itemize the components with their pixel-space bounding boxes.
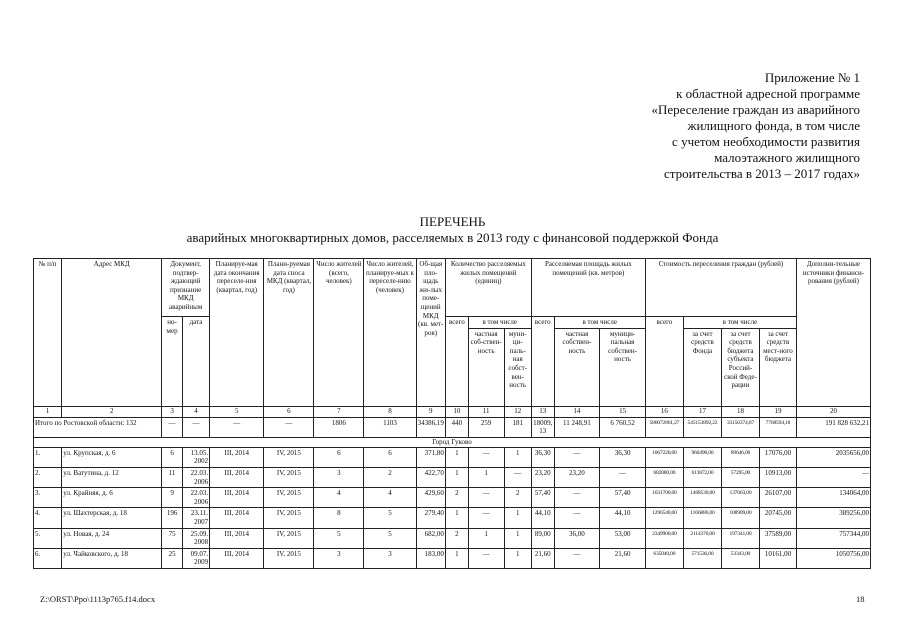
table-cell: — — [554, 447, 600, 467]
table-row — [34, 508, 871, 528]
table-cell: 5 — [314, 528, 364, 548]
table-cell: 36,30 — [531, 447, 554, 467]
table-row — [34, 447, 871, 467]
header-regional: за счет средств бюджета субъекта Россий-ской Феде-рации — [721, 328, 759, 406]
appendix-line: «Переселение граждан из аварийного — [651, 102, 860, 117]
header-fund: за счет средств Фонда — [683, 328, 721, 406]
total-cell: 34386,19 — [416, 417, 445, 437]
table-cell: IV, 2015 — [264, 548, 314, 568]
table-cell: 196 — [162, 508, 183, 528]
table-cell: 75 — [162, 528, 183, 548]
total-cell: 11 248,91 — [554, 417, 600, 437]
header-premises-total: всего — [445, 317, 468, 407]
table-cell: 4 — [314, 488, 364, 508]
header-doc-number: но-мер — [162, 317, 183, 407]
table-cell: 36,30 — [600, 447, 646, 467]
table-cell: 2035656,00 — [796, 447, 870, 467]
footer-page-number: 18 — [856, 594, 865, 604]
appendix-line: строительства в 2013 – 2017 годах» — [663, 166, 860, 181]
table-cell: 22.03. 2006 — [182, 488, 209, 508]
document-heading — [0, 214, 905, 246]
table-cell: — — [468, 548, 504, 568]
table-cell: 4 — [364, 488, 416, 508]
table-cell: 108909,00 — [721, 508, 759, 528]
table-cell: 10161,00 — [759, 548, 796, 568]
table-row — [34, 528, 871, 548]
total-cell: — — [264, 417, 314, 437]
total-label: Итого по Ростовской области: 132 — [34, 417, 162, 437]
table-cell: 5 — [364, 528, 416, 548]
table-cell: 3 — [314, 467, 364, 487]
table-cell: IV, 2015 — [264, 508, 314, 528]
table-cell: 13.05. 2002 — [182, 447, 209, 467]
table-cell: 1 — [468, 528, 504, 548]
city-row — [34, 437, 871, 447]
table-cell: 371,80 — [416, 447, 445, 467]
table-cell: 89646,00 — [721, 447, 759, 467]
table-cell: 6 — [314, 447, 364, 467]
address-cell: ул. Шахтерская, д. 18 — [62, 508, 162, 528]
houses-table — [33, 258, 871, 569]
total-cell: — — [162, 417, 183, 437]
table-cell: 571536,00 — [683, 548, 721, 568]
column-number: 13 — [531, 406, 554, 417]
table-cell: 389256,00 — [796, 508, 870, 528]
header-residents: Число жителей (всего, человек) — [314, 259, 364, 407]
total-cell: 181 — [504, 417, 531, 437]
table-cell: 2114370,00 — [683, 528, 721, 548]
column-number: 16 — [645, 406, 683, 417]
column-number: 8 — [364, 406, 416, 417]
table-cell: 1 — [445, 508, 468, 528]
total-cell: 259 — [468, 417, 504, 437]
table-cell: — — [554, 548, 600, 568]
table-cell: — — [600, 467, 646, 487]
header-municipal-area: муници-пальная собствен-ность — [600, 328, 646, 406]
table-cell: 757344,00 — [796, 528, 870, 548]
table-cell: 134064,00 — [796, 488, 870, 508]
table-cell: 21,60 — [600, 548, 646, 568]
column-number: 18 — [721, 406, 759, 417]
total-cell: 1806 — [314, 417, 364, 437]
table-cell: 6 — [162, 447, 183, 467]
table-cell: 1631700,00 — [645, 488, 683, 508]
table-cell: 183,00 — [416, 548, 445, 568]
table-cell: 11 — [162, 467, 183, 487]
table-cell: 613872,00 — [683, 467, 721, 487]
table-cell: 3. — [34, 488, 62, 508]
header-residents-planned: Число жителей, планируе-мых к переселе-нию (человек) — [364, 259, 416, 407]
table-cell: 3 — [364, 548, 416, 568]
table-cell: III, 2014 — [210, 528, 264, 548]
column-number: 3 — [162, 406, 183, 417]
total-cell: 7768594,18 — [759, 417, 796, 437]
table-cell: 1 — [445, 548, 468, 568]
header-area-of-which: в том числе — [554, 317, 645, 329]
header-area-resettled: Расселяемая площадь жилых помещений (кв. метров) — [531, 259, 645, 317]
total-cell: 191 828 632,21 — [796, 417, 870, 437]
table-cell: 960498,00 — [683, 447, 721, 467]
header-area-total: всего — [531, 317, 554, 407]
table-cell: 57,40 — [531, 488, 554, 508]
appendix-line: к областной адресной программе — [676, 86, 860, 101]
table-cell: 10913,00 — [759, 467, 796, 487]
total-cell: 18009,13 — [531, 417, 554, 437]
table-cell: 17076,00 — [759, 447, 796, 467]
table-cell: IV, 2015 — [264, 447, 314, 467]
table-cell: 20745,00 — [759, 508, 796, 528]
header-municipal: муни-ци-паль-ная собст-вен-ность — [504, 328, 531, 406]
table-cell: 1 — [445, 447, 468, 467]
table-cell: 23,20 — [531, 467, 554, 487]
table-cell: IV, 2015 — [264, 467, 314, 487]
total-cell: 545153892,22 — [683, 417, 721, 437]
total-cell: 33150374,87 — [721, 417, 759, 437]
appendix-line: жилищного фонда, в том числе — [687, 118, 860, 133]
table-row — [34, 548, 871, 568]
column-number: 19 — [759, 406, 796, 417]
header-private: частная соб-ствен-ность — [468, 328, 504, 406]
column-number: 7 — [314, 406, 364, 417]
header-premises-of-which: в том числе — [468, 317, 531, 329]
table-row — [34, 467, 871, 487]
table-cell: 137063,00 — [721, 488, 759, 508]
appendix-block — [560, 70, 860, 182]
table-cell: 2 — [445, 488, 468, 508]
table-cell: 1. — [34, 447, 62, 467]
table-body — [34, 447, 871, 568]
column-number: 17 — [683, 406, 721, 417]
table-cell: 1 — [445, 467, 468, 487]
table-cell: 22.03. 2006 — [182, 467, 209, 487]
address-cell: ул. Крайняя, д. 6 — [62, 488, 162, 508]
header-local: за счет средств мест-ного бюджета — [759, 328, 796, 406]
document-subtitle: аварийных многоквартирных домов, расселяемых в 2013 году с финансовой поддержкой Фонда — [186, 230, 719, 245]
table-cell: 1 — [504, 447, 531, 467]
total-cell: 586072861,27 — [645, 417, 683, 437]
total-cell: — — [210, 417, 264, 437]
table-cell: 5 — [364, 508, 416, 528]
column-number: 1 — [34, 406, 62, 417]
table-cell: 44,10 — [600, 508, 646, 528]
table-cell: 9 — [162, 488, 183, 508]
table-cell: IV, 2015 — [264, 488, 314, 508]
table-cell: 4. — [34, 508, 62, 528]
table-cell: 57,40 — [600, 488, 646, 508]
table-cell: 1 — [504, 528, 531, 548]
table-cell: 422,70 — [416, 467, 445, 487]
header-other-sources: Дополни-тельные источники финанси-рования (рублей) — [796, 259, 870, 407]
table-cell: 1166886,00 — [683, 508, 721, 528]
header-premises-count: Количество расселяемых жилых помещений (единиц) — [445, 259, 531, 317]
header-private-area: частная собствен-ность — [554, 328, 600, 406]
table-cell: 25.09. 2008 — [182, 528, 209, 548]
total-cell: — — [182, 417, 209, 437]
table-cell: 5. — [34, 528, 62, 548]
document-title: ПЕРЕЧЕНЬ — [419, 214, 486, 229]
column-number: 10 — [445, 406, 468, 417]
column-number: 6 — [264, 406, 314, 417]
header-doc-date: дата — [182, 317, 209, 407]
table-cell: III, 2014 — [210, 508, 264, 528]
address-cell: ул. Чайковского, д. 18 — [62, 548, 162, 568]
table-cell: 25 — [162, 548, 183, 568]
table-cell: 89,00 — [531, 528, 554, 548]
table-cell: — — [554, 508, 600, 528]
footer-file-path: Z:\ORST\Ppo\1113p765.f14.docx — [40, 594, 156, 604]
table-cell: 6. — [34, 548, 62, 568]
table-cell: 37589,00 — [759, 528, 796, 548]
table-cell: 2 — [445, 528, 468, 548]
total-cell: 1103 — [364, 417, 416, 437]
address-cell: ул. Ватутина, д. 12 — [62, 467, 162, 487]
table-cell: 2349900,00 — [645, 528, 683, 548]
appendix-line: с учетом необходимости развития — [672, 134, 860, 149]
table-cell: 2 — [504, 488, 531, 508]
table-cell: 635040,00 — [645, 548, 683, 568]
table-cell: IV, 2015 — [264, 528, 314, 548]
column-number: 15 — [600, 406, 646, 417]
table-cell: 36,00 — [554, 528, 600, 548]
table-cell: 1050756,00 — [796, 548, 870, 568]
table-cell: 197341,00 — [721, 528, 759, 548]
header-planned-resettlement: Планируе-мая дата окончания переселе-ния (квартал, год) — [210, 259, 264, 407]
address-cell: ул. Крупская, д. 6 — [62, 447, 162, 467]
table-cell: — — [554, 488, 600, 508]
table-cell: 279,40 — [416, 508, 445, 528]
column-number: 5 — [210, 406, 264, 417]
table-cell: 2. — [34, 467, 62, 487]
table-cell: III, 2014 — [210, 447, 264, 467]
column-number: 12 — [504, 406, 531, 417]
table-cell: 26107,00 — [759, 488, 796, 508]
header-cost: Стоимость переселения граждан (рублей) — [645, 259, 796, 317]
table-cell: 09.07. 2009 — [182, 548, 209, 568]
column-number: 4 — [182, 406, 209, 417]
table-row — [34, 488, 871, 508]
city-name: Город Гуково — [34, 437, 871, 447]
column-number: 2 — [62, 406, 162, 417]
table-cell: — — [468, 488, 504, 508]
table-cell: — — [504, 467, 531, 487]
table-cell: 2 — [364, 467, 416, 487]
table-cell: 3 — [314, 548, 364, 568]
total-cell: 6 760,52 — [600, 417, 646, 437]
table-cell: 682080,00 — [645, 467, 683, 487]
table-cell: III, 2014 — [210, 548, 264, 568]
header-cost-total: всего — [645, 317, 683, 407]
table-cell: 429,60 — [416, 488, 445, 508]
table-cell: 44,10 — [531, 508, 554, 528]
header-planned-demolition: Плани-руемая дата сноса МКД (квартал, год) — [264, 259, 314, 407]
column-number: 14 — [554, 406, 600, 417]
appendix-line: малоэтажного жилищного — [714, 150, 860, 165]
table-cell: 57295,00 — [721, 467, 759, 487]
table-cell: III, 2014 — [210, 467, 264, 487]
table-cell: 682,00 — [416, 528, 445, 548]
total-row — [34, 417, 871, 437]
appendix-line: Приложение № 1 — [764, 70, 860, 85]
table-cell: 53343,00 — [721, 548, 759, 568]
column-numbers-row — [34, 406, 871, 417]
table-cell: 1 — [504, 548, 531, 568]
table-cell: — — [468, 447, 504, 467]
header-num: № п/п — [34, 259, 62, 407]
table-cell: 8 — [314, 508, 364, 528]
column-number: 11 — [468, 406, 504, 417]
table-cell: 1 — [468, 467, 504, 487]
header-document: Документ, подтвер-ждающий признание МКД аварийным — [162, 259, 210, 317]
table-cell: 53,00 — [600, 528, 646, 548]
table-cell: 23,20 — [554, 467, 600, 487]
table-cell: — — [468, 508, 504, 528]
header-cost-of-which: в том числе — [683, 317, 796, 329]
table-cell: 21,60 — [531, 548, 554, 568]
column-number: 20 — [796, 406, 870, 417]
table-cell: III, 2014 — [210, 488, 264, 508]
table-cell: — — [796, 467, 870, 487]
column-number: 9 — [416, 406, 445, 417]
table-cell: 1468530,00 — [683, 488, 721, 508]
table-cell: 1 — [504, 508, 531, 528]
table-cell: 1067220,00 — [645, 447, 683, 467]
total-cell: 440 — [445, 417, 468, 437]
table-cell: 1296540,00 — [645, 508, 683, 528]
table-cell: 6 — [364, 447, 416, 467]
table-cell: 23.11. 2007 — [182, 508, 209, 528]
address-cell: ул. Новая, д. 24 — [62, 528, 162, 548]
header-address: Адрес МКД — [62, 259, 162, 407]
header-total-area: Об-щая пло-щадь жи-лых поме-щений МКД (кв. мет-ров) — [416, 259, 445, 407]
